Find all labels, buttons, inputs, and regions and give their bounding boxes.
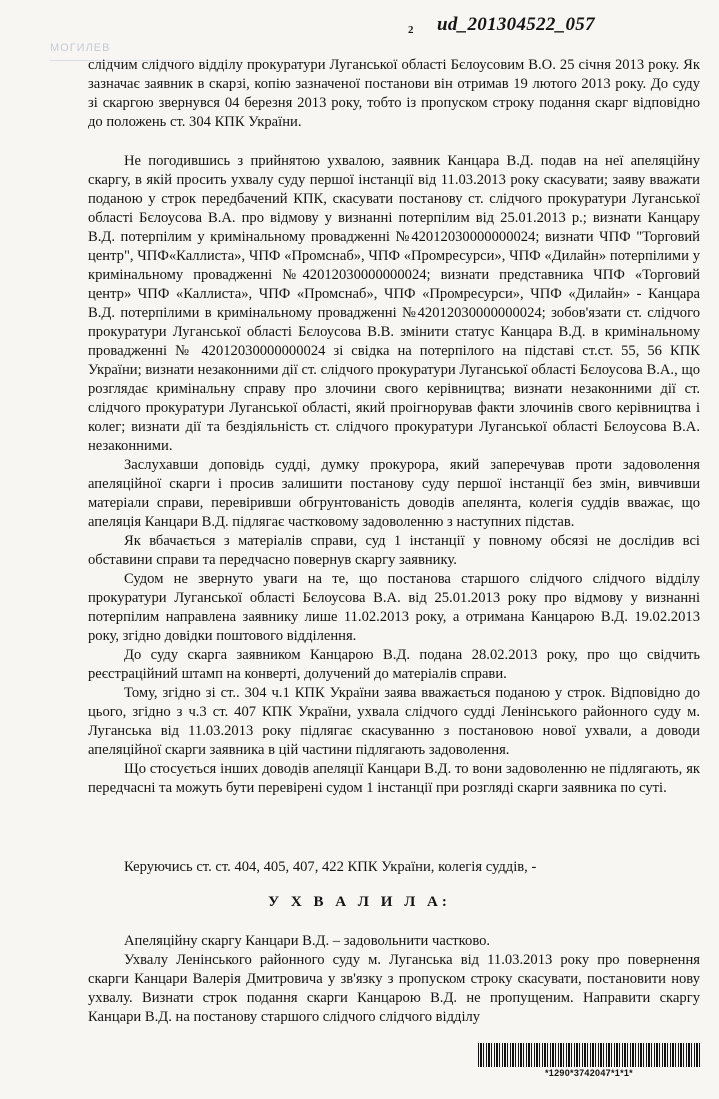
filing-date-paragraph: До суду скарга заявником Канцарою В.Д. подана 28.02.2013 року, про що свідчить реєстраційний штамп на конверті, долучений до матеріалів справи. <box>88 647 700 682</box>
page-number: 2 <box>408 24 414 36</box>
faded-stamp: МОГИЛЕВ <box>50 42 190 61</box>
guiding-block <box>88 858 700 877</box>
other-arguments-paragraph: Що стосується інших доводів апеляції Канцари В.Д. то вони задоволенню не підлягають, як передчасні та можуть бути перевірені судом 1 інстанції при розгляді скарги заявника по суті. <box>88 761 700 796</box>
barcode-number: *1290*3742047*1*1* <box>545 1068 633 1078</box>
conclusion-paragraph: Тому, згідно зі ст.. 304 ч.1 КПК України заява вважається поданою у строк. Відповідно до цього, згідно з ч.3 ст. 407 КПК України, ухвала слідчого судді Ленінського районного суду м. Луганська від 11.03.2013 року підлягає скасуванню з постановою нової ухвали, а доводи апеляційної скарги заявника в цій частини підлягають задоволення. <box>88 685 700 758</box>
court-oversight-paragraph: Судом не звернуто уваги на те, що постанова старшого слідчого слідчого відділу прокуратури Луганської області Бєлоусова В.А. від 25.01.2013 року про відмову у визнанні потерпілим направлена заявнику лише 11.02.2013 року, а отримана Канцарою В.Д. 19.02.2013 року, згідно довідки поштового відділення. <box>88 571 700 644</box>
case-id: ud_201304522_057 <box>437 14 595 35</box>
appeal-claims-paragraph: Не погодившись з прийнятою ухвалою, заявник Канцара В.Д. подав на неї апеляційну скаргу, в якій просить ухвалу суду першої інстанції від 11.03.2013 року скасувати; заяву вважати поданою у строк передбачений КПК, скасувати постанову ст. слідчого прокуратури Луганської області Бєлоусова В.А. про відмову у визнанні потерпілим від 25.01.2013 р.; визнати Канцару В.Д. потерпілим у кримінальному провадженні №42012030000000024; визнати ЧПФ "Торговий центр", ЧПФ«Каллиста», ЧПФ «Промснаб», ЧПФ «Промресурси», ЧПФ «Дилайн» потерпілими у кримінальному провадженні №42012030000000024; визнати представника ЧПФ «Торговий центр» ЧПФ «Каллиста», ЧПФ «Промснаб», ЧПФ «Промресурси», ЧПФ «Дилайн» - Канцара В.Д. потерпілими в кримінальному провадженні №42012030000000024; зобов'язати ст. слідчого прокуратури Луганської області Бєлоусова В.В. змінити статус Канцара В.Д. в кримінальному провадженні № 42012030000000024 зі свідка на потерпілого на підставі ст.ст. 55, 56 КПК України; визнати незаконними дії ст. слідчого прокуратури Луганської області Бєлоусова В.А., що розглядає кримінальну справу про злочини свого керівництва; визнати незаконними дії ст. слідчого прокуратури Луганської області, який проігнорував факти злочинів свого керівництва і колег; визнати дії та бездіяльність ст. слідчого прокуратури Луганської області Бєлоусова В.А. незаконними. <box>88 153 700 454</box>
guiding-paragraph: Керуючись ст. ст. 404, 405, 407, 422 КПК України, колегія суддів, - <box>124 859 537 875</box>
barcode <box>478 1043 700 1067</box>
hearing-paragraph: Заслухавши доповідь судді, думку прокурора, який заперечував проти задоволення апеляційної скарги і просив залишити постанову суду першої інстанції без змін, вивчивши матеріали справи, перевіривши обгрунтованість доводів апелянта, колегія суддів вважає, що апеляція Канцари В.Д. підлягає частковому задоволенню з наступних підстав. <box>88 457 700 530</box>
ruling-item-1: Апеляційну скаргу Канцари В.Д. – задовольнити частково. <box>124 933 491 949</box>
ruling-heading: У Х В А Л И Л А: <box>268 894 451 910</box>
first-instance-paragraph: Як вбачається з матеріалів справи, суд 1 інстанції у повному обсязі не дослідив всі обставини справи та передчасно повернув скаргу заявнику. <box>88 533 700 568</box>
body-text <box>88 152 700 798</box>
continued-paragraph-block <box>88 56 700 132</box>
ruling-text <box>88 932 700 1027</box>
ruling-item-2: Ухвалу Ленінського районного суду м. Луганська від 11.03.2013 року про повернення скарги Канцари Валерія Дмитровича у зв'язку з пропуском строку скасувати, постановити нову ухвалу. Визнати строк подання скарги Канцарою В.Д. не пропущеним. Направити скаргу Канцари В.Д. на постанову старшого слідчого слідчого відділу <box>88 952 700 1025</box>
continued-paragraph: слідчим слідчого відділу прокуратури Луганської області Бєлоусовим В.О. 25 січня 2013 року. Як зазначає заявник в скарзі, копію зазначеної постанови він отримав 19 лютого 2013 року. До суду зі скаргою звернувся 04 березня 2013 року, тобто із пропуском строку подання скарг відповідно до положень ст. 304 КПК України. <box>88 57 700 130</box>
